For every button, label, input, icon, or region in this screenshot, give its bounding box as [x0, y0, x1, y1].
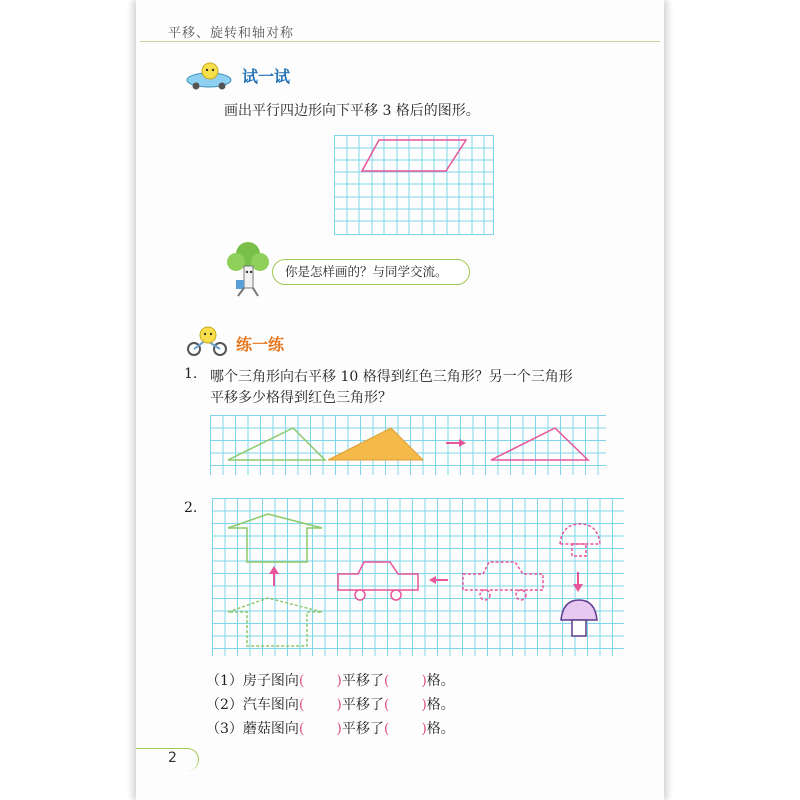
car-mascot-icon: [184, 60, 234, 90]
direction-open-paren: (: [298, 697, 305, 713]
page-number: 2: [168, 750, 177, 766]
practice-section-title: 练一练: [236, 335, 285, 354]
try-section-title: 试一试: [242, 67, 291, 86]
distance-close-paren: ): [421, 673, 427, 689]
left-arrow-icon: [429, 576, 448, 584]
mushroom-solid: [561, 600, 597, 636]
fill-item-number: （1）: [206, 673, 243, 689]
direction-close-paren: ): [336, 673, 342, 689]
fill-item-number: （3）: [206, 721, 243, 737]
question-1-line-2: 平移多少格得到红色三角形？: [210, 390, 392, 406]
fill-item-mid: 平移了: [341, 721, 384, 737]
fill-item-subject: 蘑菇图向: [242, 721, 299, 737]
fill-item-subject: 房子图向: [242, 673, 299, 689]
speech-bubble: 你是怎样画的？与同学交流。: [272, 259, 470, 285]
parallelogram-shape: [362, 140, 466, 171]
triangles-grid: [210, 415, 606, 475]
fill-item-subject: 汽车图向: [242, 697, 299, 713]
question-1-line-1: 哪个三角形向右平移 10 格得到红色三角形？另一个三角形: [210, 369, 573, 385]
fill-item-unit: 格。: [426, 697, 455, 713]
distance-close-paren: ): [421, 721, 427, 737]
question-1-number: 1.: [184, 366, 198, 382]
question-2-number: 2.: [184, 500, 198, 516]
direction-close-paren: ): [336, 697, 342, 713]
fill-item-mid: 平移了: [341, 697, 384, 713]
fill-item-3: [206, 718, 455, 738]
mushroom-dashed: [560, 524, 600, 556]
distance-close-paren: ): [421, 697, 427, 713]
up-arrow-icon: [269, 566, 279, 586]
fill-item-2: [206, 694, 455, 714]
chapter-title: 平移、旋转和轴对称: [168, 26, 295, 41]
distance-open-paren: (: [383, 697, 390, 713]
direction-close-paren: ): [336, 721, 342, 737]
shapes-grid: [212, 498, 624, 656]
fill-item-unit: 格。: [426, 721, 455, 737]
direction-open-paren: (: [298, 673, 305, 689]
fill-item-number: （2）: [206, 697, 243, 713]
direction-open-paren: (: [298, 721, 305, 737]
fill-item-mid: 平移了: [341, 673, 384, 689]
try-instruction: 画出平行四边形向下平移 3 格后的图形。: [224, 103, 480, 119]
distance-open-paren: (: [383, 721, 390, 737]
fill-item-unit: 格。: [426, 673, 455, 689]
header-divider: [140, 41, 660, 42]
orange-triangle: [328, 428, 423, 460]
distance-open-paren: (: [383, 673, 390, 689]
bike-mascot-icon: [184, 326, 230, 356]
fill-item-1: [206, 670, 455, 690]
parallelogram-grid: [334, 135, 494, 235]
tree-mascot-icon: [224, 240, 272, 298]
